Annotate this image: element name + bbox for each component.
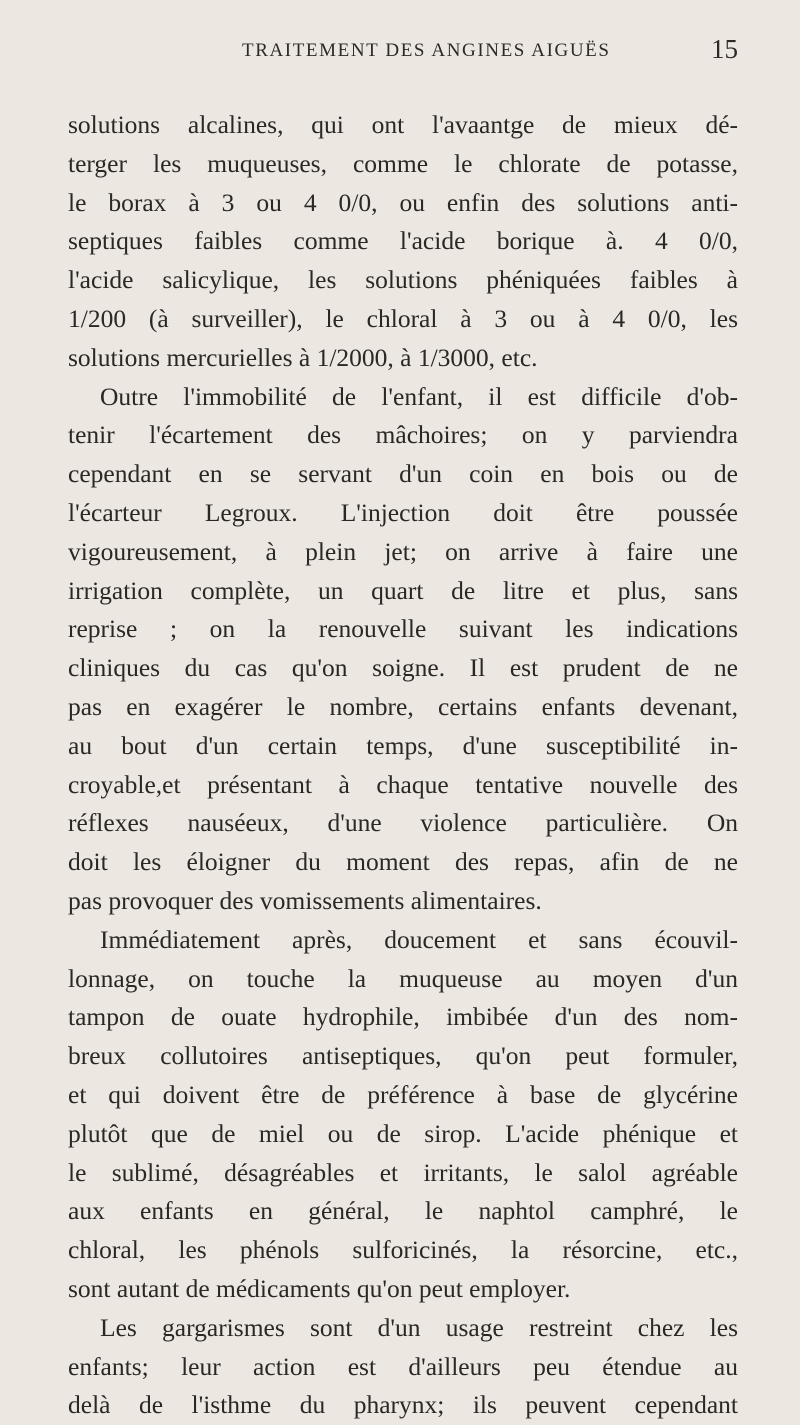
text-line: tenir l'écartement des mâchoires; on y parviendra (68, 420, 738, 450)
running-head: TRAITEMENT DES ANGINES AIGUËS (242, 40, 611, 61)
text-line: solutions mercurielles à 1/2000, à 1/3000, etc. (68, 342, 538, 372)
page-number: 15 (711, 34, 738, 64)
text-line: 1/200 (à surveiller), le chloral à 3 ou à 4 0/0, les (68, 303, 738, 333)
text-line: doit les éloigner du moment des repas, afin de ne (68, 847, 738, 877)
text-line: septiques faibles comme l'acide borique à. 4 0/0, (68, 226, 738, 256)
text-line: Les gargarismes sont d'un usage restreint chez les (100, 1312, 738, 1342)
text-line: plutôt que de miel ou de sirop. L'acide phénique et (68, 1118, 738, 1148)
text-line: lonnage, on touche la muqueuse au moyen d'un (68, 963, 738, 993)
text-line: pas en exagérer le nombre, certains enfants devenant, (68, 691, 738, 721)
text-line: chloral, les phénols sulforicinés, la résorcine, etc., (68, 1235, 738, 1265)
text-line: croyable,et présentant à chaque tentative nouvelle des (68, 769, 738, 799)
text-line: delà de l'isthme du pharynx; ils peuvent cependant (68, 1390, 738, 1420)
text-line: le borax à 3 ou 4 0/0, ou enfin des solutions anti- (68, 187, 738, 217)
text-line: cependant en se servant d'un coin en bois ou de (68, 459, 738, 489)
text-line: sont autant de médicaments qu'on peut employer. (68, 1273, 571, 1303)
body-text (68, 106, 738, 1425)
text-line: réflexes nauséeux, d'une violence particulière. On (68, 808, 738, 838)
text-line: au bout d'un certain temps, d'une susceptibilité in- (68, 730, 738, 760)
text-line: solutions alcalines, qui ont l'avaantge de mieux dé- (68, 110, 738, 139)
text-line: tampon de ouate hydrophile, imbibée d'un des nom- (68, 1002, 738, 1032)
text-line: aux enfants en général, le naphtol camphré, le (68, 1196, 738, 1226)
text-line: reprise ; on la renouvelle suivant les indications (68, 614, 738, 644)
text-line: irrigation complète, un quart de litre et plus, sans (68, 575, 738, 605)
text-line: enfants; leur action est d'ailleurs peu étendue au (68, 1351, 738, 1381)
text-line: Outre l'immobilité de l'enfant, il est difficile d'ob- (100, 381, 738, 411)
text-line: l'acide salicylique, les solutions phéniquées faibles à (68, 265, 738, 295)
text-line: cliniques du cas qu'on soigne. Il est prudent de ne (68, 653, 738, 683)
page-header (0, 34, 800, 80)
text-line: breux collutoires antiseptiques, qu'on peut formuler, (68, 1041, 738, 1071)
text-line: l'écarteur Legroux. L'injection doit être poussée (68, 497, 738, 527)
text-line: pas provoquer des vomissements alimentaires. (68, 885, 542, 915)
text-line: Immédiatement après, doucement et sans écouvil- (100, 924, 738, 954)
text-line: vigoureusement, à plein jet; on arrive à faire une (68, 536, 738, 566)
text-line: terger les muqueuses, comme le chlorate de potasse, (68, 148, 738, 178)
text-line: le sublimé, désagréables et irritants, le salol agréable (68, 1157, 738, 1187)
text-line: et qui doivent être de préférence à base de glycérine (68, 1079, 738, 1109)
